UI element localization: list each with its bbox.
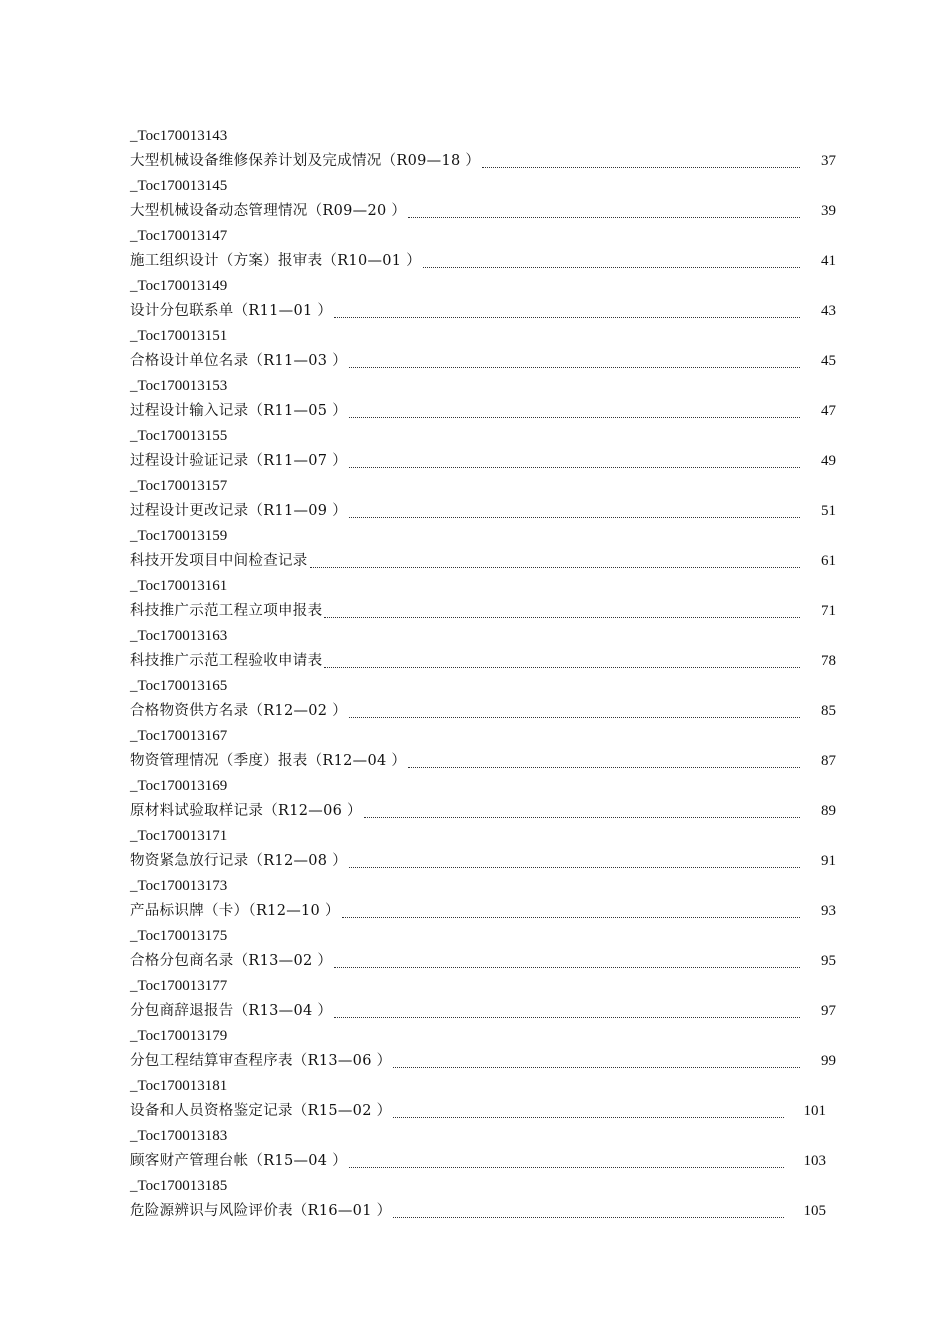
toc-page-number[interactable]: 89 [821,803,836,819]
toc-title[interactable]: 大型机械设备维修保养计划及完成情况（R09—18 ） [130,153,481,169]
toc-anchor[interactable]: _Toc170013149 [130,278,228,294]
toc-entry[interactable] [130,274,836,324]
toc-page-number[interactable]: 71 [821,603,836,619]
toc-page-number[interactable]: 105 [803,1203,826,1219]
table-of-contents [130,124,836,1224]
toc-title[interactable]: 分包商辞退报告（R13—04 ） [130,1003,333,1019]
toc-entry[interactable] [130,424,836,474]
toc-anchor[interactable]: _Toc170013143 [130,128,228,144]
toc-title[interactable]: 合格设计单位名录（R11—03 ） [130,353,348,369]
toc-anchor[interactable]: _Toc170013179 [130,1028,228,1044]
toc-title[interactable]: 施工组织设计（方案）报审表（R10—01 ） [130,253,422,269]
toc-line[interactable] [130,649,836,674]
toc-entry[interactable] [130,224,836,274]
toc-anchor[interactable]: _Toc170013171 [130,828,228,844]
toc-leader [349,1167,784,1168]
toc-line[interactable] [130,249,836,274]
toc-title[interactable]: 过程设计验证记录（R11—07 ） [130,453,348,469]
toc-title[interactable]: 科技推广示范工程验收申请表 [130,653,323,669]
toc-page-number[interactable]: 95 [821,953,836,969]
toc-line[interactable] [130,299,836,324]
toc-entry[interactable] [130,724,836,774]
toc-anchor[interactable]: _Toc170013147 [130,228,228,244]
toc-page-number[interactable]: 49 [821,453,836,469]
toc-anchor[interactable]: _Toc170013155 [130,428,228,444]
toc-leader [393,1067,800,1068]
toc-line[interactable] [130,1099,836,1124]
toc-title[interactable]: 科技推广示范工程立项申报表 [130,603,323,619]
toc-leader [324,617,800,618]
toc-page-number[interactable]: 39 [821,203,836,219]
toc-leader [482,167,800,168]
toc-line[interactable] [130,199,836,224]
toc-anchor[interactable]: _Toc170013169 [130,778,228,794]
toc-leader [393,1117,784,1118]
toc-anchor[interactable]: _Toc170013175 [130,928,228,944]
toc-entry[interactable] [130,174,836,224]
toc-page-number[interactable]: 51 [821,503,836,519]
toc-page-number[interactable]: 99 [821,1053,836,1069]
toc-line[interactable] [130,1049,836,1074]
toc-line[interactable] [130,449,836,474]
toc-line[interactable] [130,349,836,374]
toc-title[interactable]: 大型机械设备动态管理情况（R09—20 ） [130,203,407,219]
toc-page-number[interactable]: 43 [821,303,836,319]
toc-line[interactable] [130,849,836,874]
toc-line[interactable] [130,399,836,424]
toc-entry[interactable] [130,524,836,574]
toc-line[interactable] [130,749,836,774]
toc-entry[interactable] [130,924,836,974]
toc-title[interactable]: 合格分包商名录（R13—02 ） [130,953,333,969]
toc-leader [393,1217,784,1218]
toc-leader [334,1017,800,1018]
toc-title[interactable]: 物资管理情况（季度）报表（R12—04 ） [130,753,407,769]
toc-anchor[interactable]: _Toc170013165 [130,678,228,694]
toc-title[interactable]: 分包工程结算审查程序表（R13—06 ） [130,1053,392,1069]
toc-anchor[interactable]: _Toc170013153 [130,378,228,394]
toc-page-number[interactable]: 47 [821,403,836,419]
toc-entry[interactable] [130,674,836,724]
toc-line[interactable] [130,899,836,924]
toc-anchor[interactable]: _Toc170013183 [130,1128,228,1144]
toc-line[interactable] [130,549,836,574]
toc-line[interactable] [130,1199,836,1224]
toc-anchor[interactable]: _Toc170013163 [130,628,228,644]
toc-line[interactable] [130,499,836,524]
toc-entry[interactable] [130,374,836,424]
toc-entry[interactable] [130,474,836,524]
toc-title[interactable]: 物资紧急放行记录（R12—08 ） [130,853,348,869]
toc-page-number[interactable]: 61 [821,553,836,569]
toc-leader [334,317,800,318]
toc-title[interactable]: 设计分包联系单（R11—01 ） [130,303,333,319]
toc-anchor[interactable]: _Toc170013161 [130,578,228,594]
toc-anchor[interactable]: _Toc170013167 [130,728,228,744]
toc-leader [324,667,800,668]
toc-leader [349,467,800,468]
toc-line[interactable] [130,149,836,174]
toc-anchor[interactable]: _Toc170013185 [130,1178,228,1194]
toc-leader [334,967,800,968]
toc-leader [408,767,800,768]
toc-entry[interactable] [130,324,836,374]
toc-page-number[interactable]: 103 [803,1153,826,1169]
toc-leader [342,917,800,918]
toc-entry[interactable] [130,1124,836,1174]
toc-title[interactable]: 过程设计更改记录（R11—09 ） [130,503,348,519]
toc-entry[interactable] [130,974,836,1024]
toc-page-number[interactable]: 93 [821,903,836,919]
toc-page-number[interactable]: 85 [821,703,836,719]
toc-page-number[interactable]: 45 [821,353,836,369]
toc-anchor[interactable]: _Toc170013177 [130,978,228,994]
toc-entry[interactable] [130,1024,836,1074]
toc-leader [349,417,800,418]
toc-entry[interactable] [130,1174,836,1224]
toc-leader [349,717,800,718]
toc-page-number[interactable]: 41 [821,253,836,269]
toc-anchor[interactable]: _Toc170013151 [130,328,228,344]
toc-entry[interactable] [130,624,836,674]
toc-page-number[interactable]: 78 [821,653,836,669]
toc-page-number[interactable]: 37 [821,153,836,169]
toc-entry[interactable] [130,574,836,624]
toc-title[interactable]: 设备和人员资格鉴定记录（R15—02 ） [130,1103,392,1119]
toc-title[interactable]: 产品标识牌（卡）（R12—10 ） [130,903,340,919]
toc-title[interactable]: 危险源辨识与风险评价表（R16—01 ） [130,1203,392,1219]
toc-anchor[interactable]: _Toc170013173 [130,878,228,894]
toc-entry[interactable] [130,824,836,874]
toc-title[interactable]: 合格物资供方名录（R12—02 ） [130,703,348,719]
toc-entry[interactable] [130,874,836,924]
toc-anchor[interactable]: _Toc170013181 [130,1078,228,1094]
toc-title[interactable]: 顾客财产管理台帐（R15—04 ） [130,1153,348,1169]
toc-page-number[interactable]: 97 [821,1003,836,1019]
toc-line[interactable] [130,1149,836,1174]
toc-anchor[interactable]: _Toc170013157 [130,478,228,494]
toc-title[interactable]: 过程设计输入记录（R11—05 ） [130,403,348,419]
toc-title[interactable]: 科技开发项目中间检查记录 [130,553,308,569]
toc-leader [364,817,800,818]
toc-page-number[interactable]: 91 [821,853,836,869]
toc-leader [349,367,800,368]
toc-anchor[interactable]: _Toc170013145 [130,178,228,194]
toc-leader [349,517,800,518]
toc-line[interactable] [130,799,836,824]
toc-line[interactable] [130,949,836,974]
toc-entry[interactable] [130,124,836,174]
toc-leader [349,867,800,868]
toc-entry[interactable] [130,1074,836,1124]
toc-page-number[interactable]: 87 [821,753,836,769]
toc-line[interactable] [130,699,836,724]
toc-page-number[interactable]: 101 [803,1103,826,1119]
toc-entry[interactable] [130,774,836,824]
toc-line[interactable] [130,599,836,624]
toc-title[interactable]: 原材料试验取样记录（R12—06 ） [130,803,362,819]
toc-leader [310,567,800,568]
toc-leader [423,267,800,268]
toc-leader [408,217,800,218]
toc-line[interactable] [130,999,836,1024]
toc-anchor[interactable]: _Toc170013159 [130,528,228,544]
